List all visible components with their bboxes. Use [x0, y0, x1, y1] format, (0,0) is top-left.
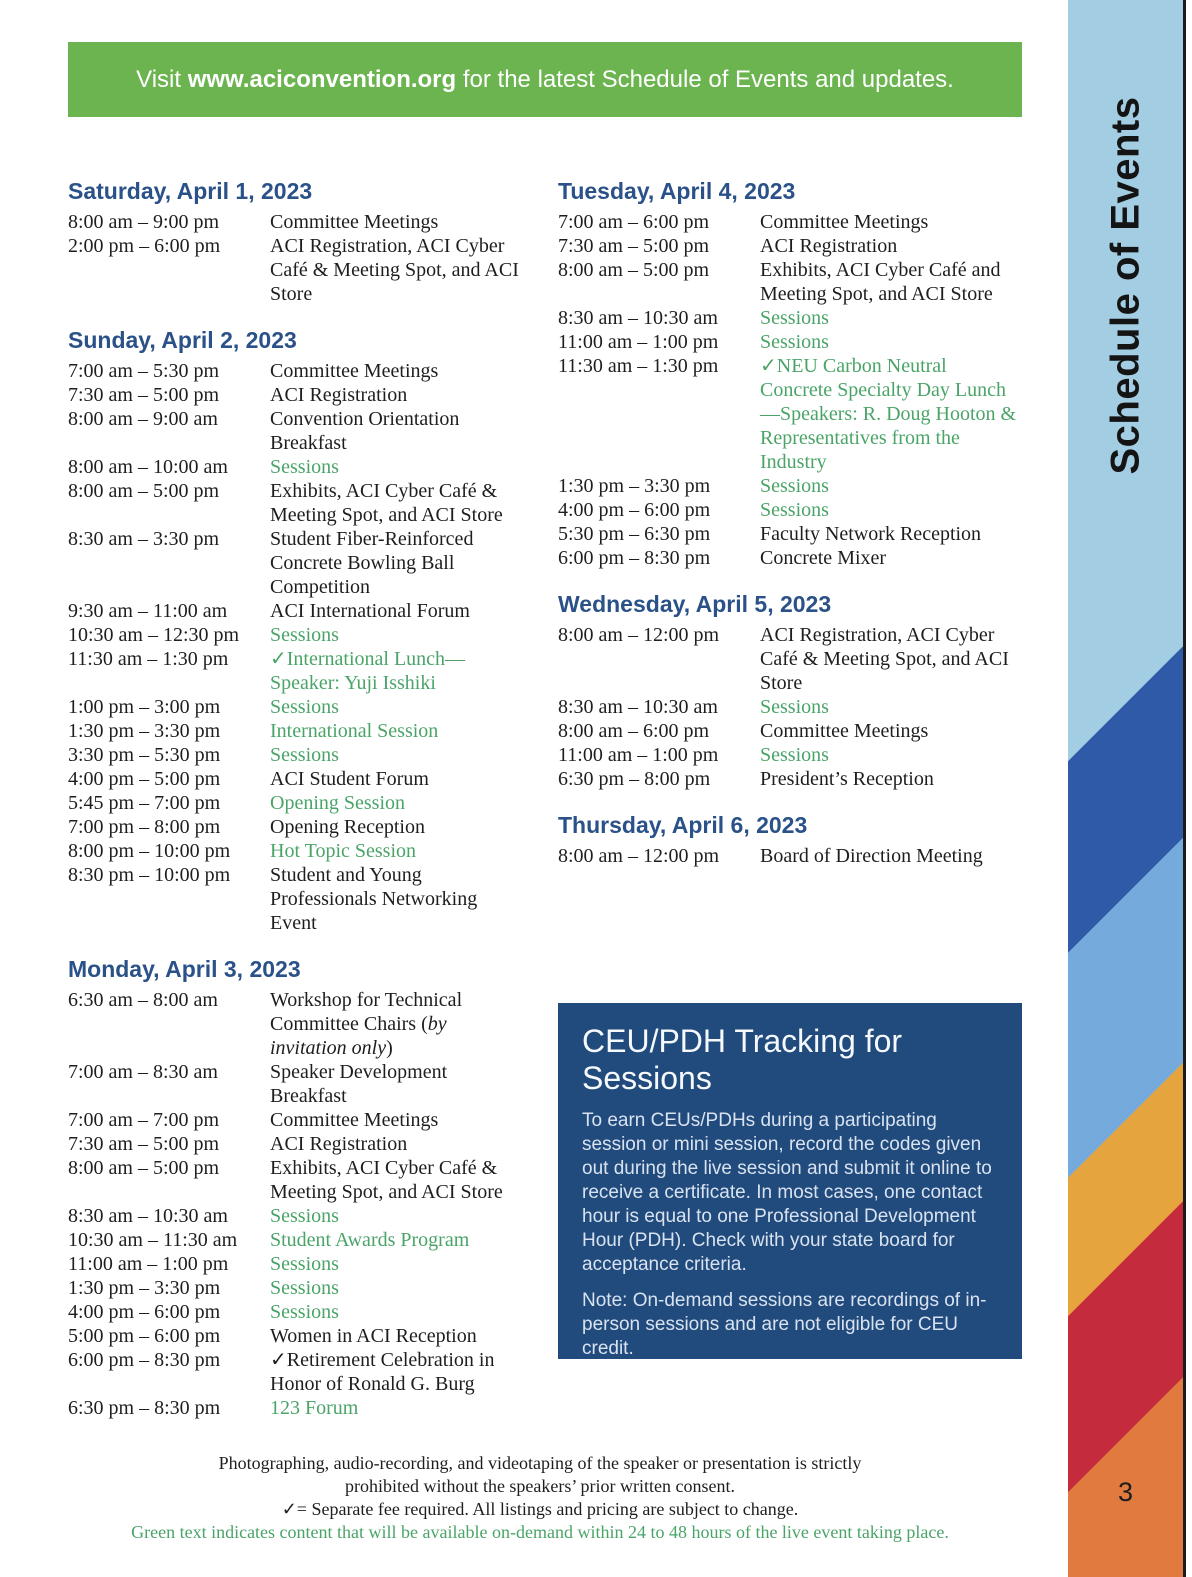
- event-description: Exhibits, ACI Cyber Café & Meeting Spot, and ACI Store: [270, 480, 503, 526]
- day-section: [558, 590, 1022, 791]
- day-heading: Monday, April 3, 2023: [68, 956, 301, 982]
- website-banner: [68, 42, 1022, 117]
- ceu-box-paragraph: To earn CEUs/PDHs during a participating session or mini session, record the codes given out during the live session and submit it online to receive a certificate. In most cases, one contact hour is equal to one Professional Development Hour (PDH). Check with your state board for acceptance criteria.: [582, 1110, 992, 1275]
- event-description: Faculty Network Reception: [760, 523, 982, 545]
- event-time: 4:00 pm – 6:00 pm: [68, 1301, 221, 1323]
- event-row: [558, 258, 1022, 306]
- event-row: [68, 743, 523, 767]
- event-time: 11:30 am – 1:30 pm: [68, 648, 229, 670]
- event-description: ACI International Forum: [270, 600, 470, 622]
- event-row: [558, 844, 1022, 868]
- event-row: [68, 1300, 523, 1324]
- event-row: [558, 498, 1022, 522]
- event-time: 11:30 am – 1:30 pm: [558, 355, 719, 377]
- event-row: [68, 767, 523, 791]
- event-row: [68, 599, 523, 623]
- side-tab-title: Schedule of Events: [1103, 96, 1148, 474]
- event-description: 123 Forum: [270, 1397, 359, 1419]
- event-row: [558, 306, 1022, 330]
- event-time: 5:30 pm – 6:30 pm: [558, 523, 711, 545]
- checkmark-icon: ✓: [760, 355, 777, 377]
- day-section: [558, 811, 1022, 868]
- event-description: Student Awards Program: [270, 1229, 470, 1251]
- day-section: [558, 177, 1022, 570]
- page-number: 3: [1117, 1477, 1134, 1507]
- event-time: 4:00 pm – 5:00 pm: [68, 768, 221, 790]
- event-time: 11:00 am – 1:00 pm: [68, 1253, 229, 1275]
- event-row: [558, 522, 1022, 546]
- event-time: 7:30 am – 5:00 pm: [558, 235, 710, 257]
- event-row: [558, 695, 1022, 719]
- event-description: Hot Topic Session: [270, 840, 417, 862]
- event-row: [68, 455, 523, 479]
- event-description: Concrete Mixer: [760, 547, 887, 569]
- event-description: Sessions: [760, 696, 829, 718]
- event-time: 7:00 am – 8:30 am: [68, 1061, 218, 1083]
- event-row: [68, 1348, 523, 1396]
- banner-text-suffix: for the latest Schedule of Events and updates.: [456, 65, 954, 93]
- event-row: [68, 988, 523, 1060]
- event-description: ✓NEU Carbon Neutral Concrete Specialty Day Lunch—Speakers: R. Doug Hooton & Representatives from the Industry: [760, 355, 1017, 473]
- day-heading: Saturday, April 1, 2023: [68, 178, 313, 204]
- schedule-column-right: [558, 177, 1022, 888]
- event-description: Women in ACI Reception: [270, 1325, 477, 1347]
- event-description: ACI Registration: [270, 1133, 408, 1155]
- event-row: [68, 695, 523, 719]
- event-time: 6:30 pm – 8:30 pm: [68, 1397, 221, 1419]
- event-row: [68, 527, 523, 599]
- day-heading: Tuesday, April 4, 2023: [558, 178, 796, 204]
- event-description: ACI Registration: [270, 384, 408, 406]
- event-time: 1:30 pm – 3:30 pm: [68, 720, 221, 742]
- event-description: Workshop for Technical Committee Chairs (by invitation only): [270, 989, 463, 1059]
- event-description: Committee Meetings: [270, 1109, 439, 1131]
- event-time: 8:00 am – 6:00 pm: [558, 720, 710, 742]
- event-row: [558, 474, 1022, 498]
- event-time: 5:00 pm – 6:00 pm: [68, 1325, 221, 1347]
- page-right-border: [1183, 0, 1186, 1577]
- event-row: [68, 647, 523, 695]
- side-tab-stripes: [1068, 0, 1183, 1577]
- event-description: Sessions: [760, 744, 829, 766]
- event-row: [68, 1252, 523, 1276]
- event-row: [68, 623, 523, 647]
- event-description: Committee Meetings: [270, 360, 439, 382]
- event-description: Committee Meetings: [760, 211, 929, 233]
- event-description: Sessions: [760, 307, 829, 329]
- event-description: Sessions: [760, 475, 829, 497]
- event-row: [558, 623, 1022, 695]
- event-time: 2:00 pm – 6:00 pm: [68, 235, 221, 257]
- event-description: Exhibits, ACI Cyber Café & Meeting Spot, and ACI Store: [270, 1157, 503, 1203]
- footer-green-note: Green text indicates content that will be available on-demand within 24 to 48 hours of the live event taking place.: [131, 1522, 949, 1542]
- event-time: 10:30 am – 12:30 pm: [68, 624, 240, 646]
- event-description: President’s Reception: [760, 768, 934, 790]
- footer-notes: [60, 1452, 1020, 1544]
- event-description: Sessions: [760, 499, 829, 521]
- event-description: Sessions: [270, 1277, 339, 1299]
- event-time: 8:00 am – 5:00 pm: [558, 259, 710, 281]
- footer-line: Photographing, audio-recording, and videotaping of the speaker or presentation is strictly: [218, 1453, 862, 1473]
- event-description: Sessions: [270, 1253, 339, 1275]
- event-time: 8:00 am – 12:00 pm: [558, 845, 720, 867]
- event-row: [68, 1324, 523, 1348]
- checkmark-icon: ✓: [270, 1349, 287, 1371]
- event-time: 8:00 am – 9:00 pm: [68, 211, 220, 233]
- day-heading: Sunday, April 2, 2023: [68, 327, 297, 353]
- banner-url[interactable]: www.aciconvention.org: [187, 65, 457, 93]
- event-time: 8:00 pm – 10:00 pm: [68, 840, 231, 862]
- event-time: 8:00 am – 10:00 am: [68, 456, 228, 478]
- event-description: Sessions: [270, 1301, 339, 1323]
- event-row: [558, 719, 1022, 743]
- event-time: 9:30 am – 11:00 am: [68, 600, 228, 622]
- event-time: 11:00 am – 1:00 pm: [558, 744, 719, 766]
- event-description: Speaker Development Breakfast: [270, 1061, 448, 1107]
- event-description: ✓International Lunch—Speaker: Yuji Isshiki: [270, 648, 466, 694]
- event-row: [68, 359, 523, 383]
- event-time: 1:30 pm – 3:30 pm: [68, 1277, 221, 1299]
- event-description: International Session: [270, 720, 439, 742]
- event-row: [558, 546, 1022, 570]
- event-row: [68, 839, 523, 863]
- day-section: [68, 955, 523, 1420]
- event-description: ACI Registration, ACI Cyber Café & Meeting Spot, and ACI Store: [760, 624, 1009, 694]
- event-time: 7:00 am – 7:00 pm: [68, 1109, 220, 1131]
- event-time: 7:00 am – 6:00 pm: [558, 211, 710, 233]
- event-description: Sessions: [270, 744, 339, 766]
- event-description: Sessions: [270, 456, 339, 478]
- event-row: [68, 479, 523, 527]
- event-row: [68, 407, 523, 455]
- event-row: [68, 210, 523, 234]
- event-description: Sessions: [270, 1205, 339, 1227]
- event-description: ACI Student Forum: [270, 768, 429, 790]
- event-description: Student and Young Professionals Networking Event: [270, 864, 478, 934]
- event-description: Opening Reception: [270, 816, 425, 838]
- event-time: 7:30 am – 5:00 pm: [68, 1133, 220, 1155]
- event-description: Convention Orientation Breakfast: [270, 408, 460, 454]
- event-description: ✓Retirement Celebration in Honor of Ronald G. Burg: [270, 1349, 495, 1395]
- ceu-pdh-box: [558, 1003, 1022, 1359]
- event-row: [558, 743, 1022, 767]
- event-row: [558, 234, 1022, 258]
- schedule-column-left: [68, 177, 523, 1440]
- event-row: [68, 1108, 523, 1132]
- event-description: Opening Session: [270, 792, 405, 814]
- event-description: Sessions: [270, 696, 339, 718]
- event-row: [68, 1228, 523, 1252]
- event-row: [68, 815, 523, 839]
- event-description: Board of Direction Meeting: [760, 845, 983, 867]
- event-time: 8:30 pm – 10:00 pm: [68, 864, 231, 886]
- event-description: Sessions: [270, 624, 339, 646]
- event-description: Student Fiber-Reinforced Concrete Bowling Ball Competition: [270, 528, 474, 598]
- event-row: [68, 719, 523, 743]
- event-time: 6:00 pm – 8:30 pm: [68, 1349, 221, 1371]
- event-time: 7:00 pm – 8:00 pm: [68, 816, 221, 838]
- event-description-italic: by invitation only: [270, 1013, 447, 1059]
- event-time: 7:30 am – 5:00 pm: [68, 384, 220, 406]
- event-time: 8:30 am – 10:30 am: [68, 1205, 228, 1227]
- footer-line: prohibited without the speakers’ prior written consent.: [344, 1476, 736, 1496]
- event-description: Committee Meetings: [760, 720, 929, 742]
- ceu-box-title: CEU/PDH Tracking for Sessions: [582, 1023, 903, 1096]
- event-description: ACI Registration, ACI Cyber Café & Meeting Spot, and ACI Store: [270, 235, 519, 305]
- event-row: [68, 1276, 523, 1300]
- event-row: [68, 1396, 523, 1420]
- event-time: 8:00 am – 12:00 pm: [558, 624, 720, 646]
- event-row: [68, 1132, 523, 1156]
- event-time: 1:00 pm – 3:00 pm: [68, 696, 221, 718]
- day-section: [68, 177, 523, 306]
- event-row: [558, 330, 1022, 354]
- day-section: [68, 326, 523, 935]
- event-description: Exhibits, ACI Cyber Café and Meeting Spot, and ACI Store: [760, 259, 1001, 305]
- event-row: [68, 1060, 523, 1108]
- event-time: 6:30 pm – 8:00 pm: [558, 768, 711, 790]
- event-time: 8:30 am – 3:30 pm: [68, 528, 220, 550]
- event-time: 10:30 am – 11:30 am: [68, 1229, 238, 1251]
- event-description: ACI Registration: [760, 235, 898, 257]
- footer-fee-note: ✓= Separate fee required. All listings and pricing are subject to change.: [281, 1499, 799, 1519]
- checkmark-icon: ✓: [270, 648, 287, 670]
- event-row: [68, 234, 523, 306]
- day-heading: Thursday, April 6, 2023: [558, 812, 808, 838]
- event-time: 8:30 am – 10:30 am: [558, 307, 718, 329]
- event-time: 1:30 pm – 3:30 pm: [558, 475, 711, 497]
- event-row: [68, 791, 523, 815]
- banner-text-prefix: Visit: [136, 65, 188, 93]
- ceu-box-note: Note: On-demand sessions are recordings of in-person sessions and are not eligible for CEU credit.: [582, 1290, 987, 1359]
- event-description: Committee Meetings: [270, 211, 439, 233]
- event-time: 6:00 pm – 8:30 pm: [558, 547, 711, 569]
- event-time: 5:45 pm – 7:00 pm: [68, 792, 221, 814]
- event-time: 8:30 am – 10:30 am: [558, 696, 718, 718]
- event-row: [68, 383, 523, 407]
- event-time: 8:00 am – 5:00 pm: [68, 480, 220, 502]
- event-time: 6:30 am – 8:00 am: [68, 989, 218, 1011]
- event-time: 8:00 am – 9:00 am: [68, 408, 218, 430]
- event-row: [68, 863, 523, 935]
- event-time: 3:30 pm – 5:30 pm: [68, 744, 221, 766]
- event-time: 7:00 am – 5:30 pm: [68, 360, 220, 382]
- event-description: Sessions: [760, 331, 829, 353]
- event-row: [68, 1156, 523, 1204]
- day-heading: Wednesday, April 5, 2023: [558, 591, 832, 617]
- event-time: 4:00 pm – 6:00 pm: [558, 499, 711, 521]
- event-row: [558, 210, 1022, 234]
- event-row: [558, 354, 1022, 474]
- event-row: [558, 767, 1022, 791]
- event-row: [68, 1204, 523, 1228]
- event-time: 11:00 am – 1:00 pm: [558, 331, 719, 353]
- event-time: 8:00 am – 5:00 pm: [68, 1157, 220, 1179]
